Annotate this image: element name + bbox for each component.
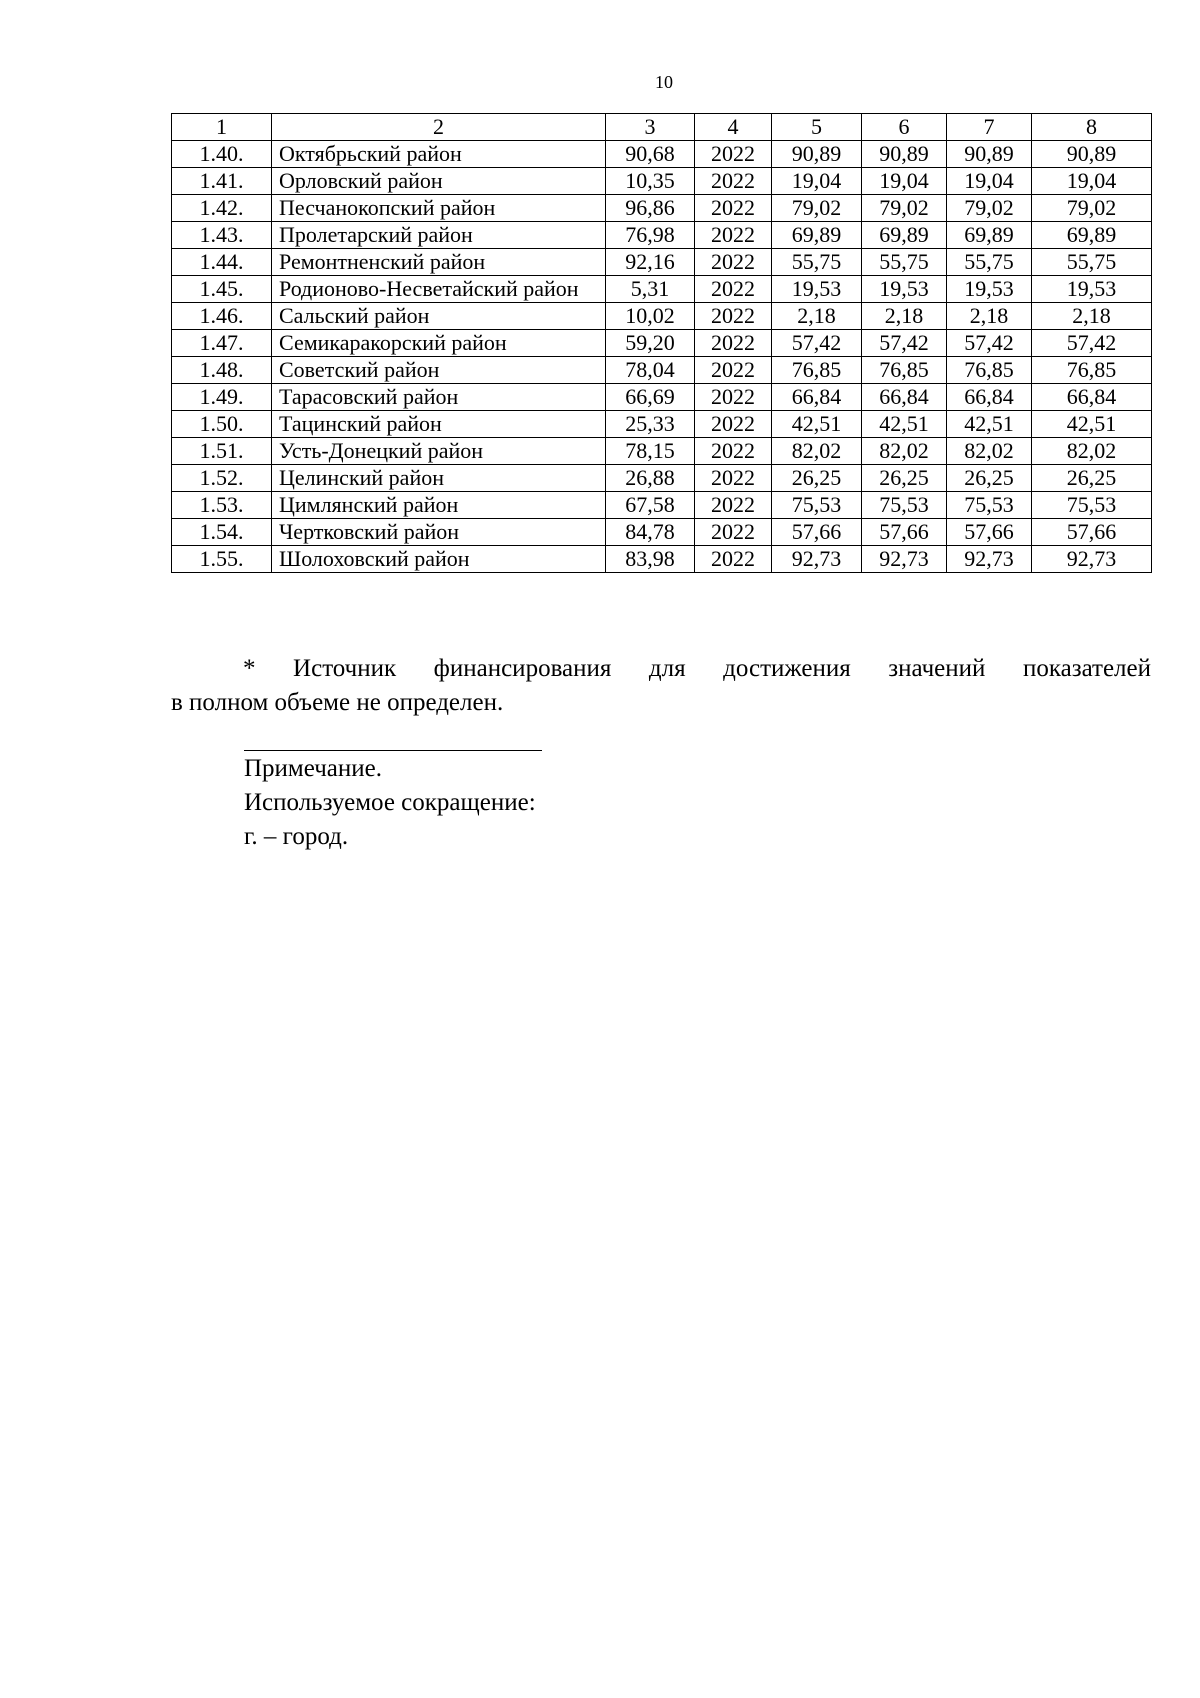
row-number-cell: 1.55. [172,546,272,573]
value-cell: 83,98 [606,546,695,573]
value-cell: 55,75 [772,249,862,276]
value-cell: 26,88 [606,465,695,492]
table-header-row [172,114,1152,141]
value-cell: 75,53 [772,492,862,519]
year-cell: 2022 [695,195,772,222]
row-number-cell: 1.53. [172,492,272,519]
district-name-cell: Тарасовский район [272,384,606,411]
value-cell: 82,02 [862,438,947,465]
value-cell: 79,02 [772,195,862,222]
footnote-line-1: * Источник финансирования для достижения значений показателей [243,655,1151,682]
value-cell: 57,42 [772,330,862,357]
value-cell: 42,51 [862,411,947,438]
value-cell: 76,85 [947,357,1032,384]
value-cell: 79,02 [1032,195,1152,222]
value-cell: 76,85 [862,357,947,384]
value-cell: 75,53 [947,492,1032,519]
value-cell: 26,25 [862,465,947,492]
value-cell: 92,16 [606,249,695,276]
value-cell: 69,89 [1032,222,1152,249]
table-row [172,249,1152,276]
row-number-cell: 1.40. [172,141,272,168]
abbreviation-heading: Используемое сокращение: [244,789,536,816]
year-cell: 2022 [695,438,772,465]
row-number-cell: 1.49. [172,384,272,411]
value-cell: 42,51 [947,411,1032,438]
column-header: 4 [695,114,772,141]
value-cell: 82,02 [772,438,862,465]
table-row [172,168,1152,195]
column-header: 5 [772,114,862,141]
abbreviation-item: г. – город. [244,823,349,850]
district-name-cell: Цимлянский район [272,492,606,519]
value-cell: 55,75 [1032,249,1152,276]
value-cell: 57,66 [1032,519,1152,546]
year-cell: 2022 [695,249,772,276]
table-row [172,141,1152,168]
value-cell: 2,18 [947,303,1032,330]
row-number-cell: 1.42. [172,195,272,222]
year-cell: 2022 [695,519,772,546]
table-row [172,195,1152,222]
table-row [172,519,1152,546]
value-cell: 84,78 [606,519,695,546]
row-number-cell: 1.45. [172,276,272,303]
value-cell: 2,18 [772,303,862,330]
row-number-cell: 1.47. [172,330,272,357]
district-name-cell: Тацинский район [272,411,606,438]
row-number-cell: 1.46. [172,303,272,330]
district-name-cell: Песчанокопский район [272,195,606,222]
row-number-cell: 1.44. [172,249,272,276]
value-cell: 90,68 [606,141,695,168]
row-number-cell: 1.54. [172,519,272,546]
value-cell: 55,75 [947,249,1032,276]
district-name-cell: Шолоховский район [272,546,606,573]
value-cell: 26,25 [772,465,862,492]
value-cell: 82,02 [1032,438,1152,465]
value-cell: 96,86 [606,195,695,222]
value-cell: 92,73 [862,546,947,573]
row-number-cell: 1.51. [172,438,272,465]
table-row [172,330,1152,357]
year-cell: 2022 [695,141,772,168]
value-cell: 57,66 [947,519,1032,546]
row-number-cell: 1.41. [172,168,272,195]
district-name-cell: Чертковский район [272,519,606,546]
district-name-cell: Советский район [272,357,606,384]
value-cell: 42,51 [772,411,862,438]
value-cell: 19,53 [947,276,1032,303]
year-cell: 2022 [695,303,772,330]
value-cell: 67,58 [606,492,695,519]
value-cell: 76,85 [772,357,862,384]
value-cell: 19,04 [947,168,1032,195]
value-cell: 76,85 [1032,357,1152,384]
row-number-cell: 1.52. [172,465,272,492]
value-cell: 78,04 [606,357,695,384]
table-row [172,222,1152,249]
notes-title: Примечание. [244,755,383,782]
year-cell: 2022 [695,465,772,492]
column-header: 8 [1032,114,1152,141]
value-cell: 5,31 [606,276,695,303]
value-cell: 57,66 [772,519,862,546]
value-cell: 90,89 [1032,141,1152,168]
table-row [172,357,1152,384]
table-row [172,411,1152,438]
district-name-cell: Родионово-Несветайский район [272,276,606,303]
table-row [172,546,1152,573]
value-cell: 19,53 [772,276,862,303]
row-number-cell: 1.48. [172,357,272,384]
row-number-cell: 1.43. [172,222,272,249]
table-row [172,492,1152,519]
value-cell: 66,84 [947,384,1032,411]
value-cell: 69,89 [862,222,947,249]
value-cell: 26,25 [947,465,1032,492]
value-cell: 90,89 [947,141,1032,168]
table-row [172,465,1152,492]
district-name-cell: Октябрьский район [272,141,606,168]
value-cell: 25,33 [606,411,695,438]
value-cell: 19,04 [1032,168,1152,195]
value-cell: 19,53 [862,276,947,303]
value-cell: 82,02 [947,438,1032,465]
value-cell: 75,53 [862,492,947,519]
value-cell: 57,42 [947,330,1032,357]
value-cell: 19,53 [1032,276,1152,303]
value-cell: 92,73 [947,546,1032,573]
year-cell: 2022 [695,384,772,411]
value-cell: 66,84 [1032,384,1152,411]
indicators-table [171,113,1152,573]
column-header: 3 [606,114,695,141]
value-cell: 57,42 [862,330,947,357]
value-cell: 92,73 [1032,546,1152,573]
value-cell: 69,89 [772,222,862,249]
row-number-cell: 1.50. [172,411,272,438]
year-cell: 2022 [695,357,772,384]
value-cell: 90,89 [862,141,947,168]
column-header: 6 [862,114,947,141]
table-body [172,141,1152,573]
value-cell: 10,35 [606,168,695,195]
footnote-divider [244,750,542,751]
district-name-cell: Целинский район [272,465,606,492]
value-cell: 66,69 [606,384,695,411]
value-cell: 66,84 [772,384,862,411]
column-header: 7 [947,114,1032,141]
district-name-cell: Пролетарский район [272,222,606,249]
year-cell: 2022 [695,411,772,438]
table-row [172,303,1152,330]
value-cell: 92,73 [772,546,862,573]
table-row [172,438,1152,465]
value-cell: 26,25 [1032,465,1152,492]
value-cell: 55,75 [862,249,947,276]
footnote [171,652,1151,720]
district-name-cell: Семикаракорский район [272,330,606,357]
value-cell: 2,18 [1032,303,1152,330]
value-cell: 57,42 [1032,330,1152,357]
value-cell: 2,18 [862,303,947,330]
value-cell: 76,98 [606,222,695,249]
value-cell: 59,20 [606,330,695,357]
value-cell: 75,53 [1032,492,1152,519]
value-cell: 10,02 [606,303,695,330]
column-header: 1 [172,114,272,141]
value-cell: 90,89 [772,141,862,168]
district-name-cell: Ремонтненский район [272,249,606,276]
district-name-cell: Сальский район [272,303,606,330]
year-cell: 2022 [695,492,772,519]
district-name-cell: Усть-Донецкий район [272,438,606,465]
notes-block [244,752,536,854]
value-cell: 79,02 [947,195,1032,222]
value-cell: 19,04 [862,168,947,195]
page-number: 10 [655,72,673,92]
value-cell: 57,66 [862,519,947,546]
value-cell: 42,51 [1032,411,1152,438]
column-header: 2 [272,114,606,141]
value-cell: 19,04 [772,168,862,195]
value-cell: 66,84 [862,384,947,411]
value-cell: 78,15 [606,438,695,465]
footnote-line-2: в полном объеме не определен. [171,689,504,716]
year-cell: 2022 [695,546,772,573]
year-cell: 2022 [695,222,772,249]
year-cell: 2022 [695,168,772,195]
value-cell: 79,02 [862,195,947,222]
table-row [172,384,1152,411]
table-row [172,276,1152,303]
value-cell: 69,89 [947,222,1032,249]
year-cell: 2022 [695,276,772,303]
district-name-cell: Орловский район [272,168,606,195]
year-cell: 2022 [695,330,772,357]
